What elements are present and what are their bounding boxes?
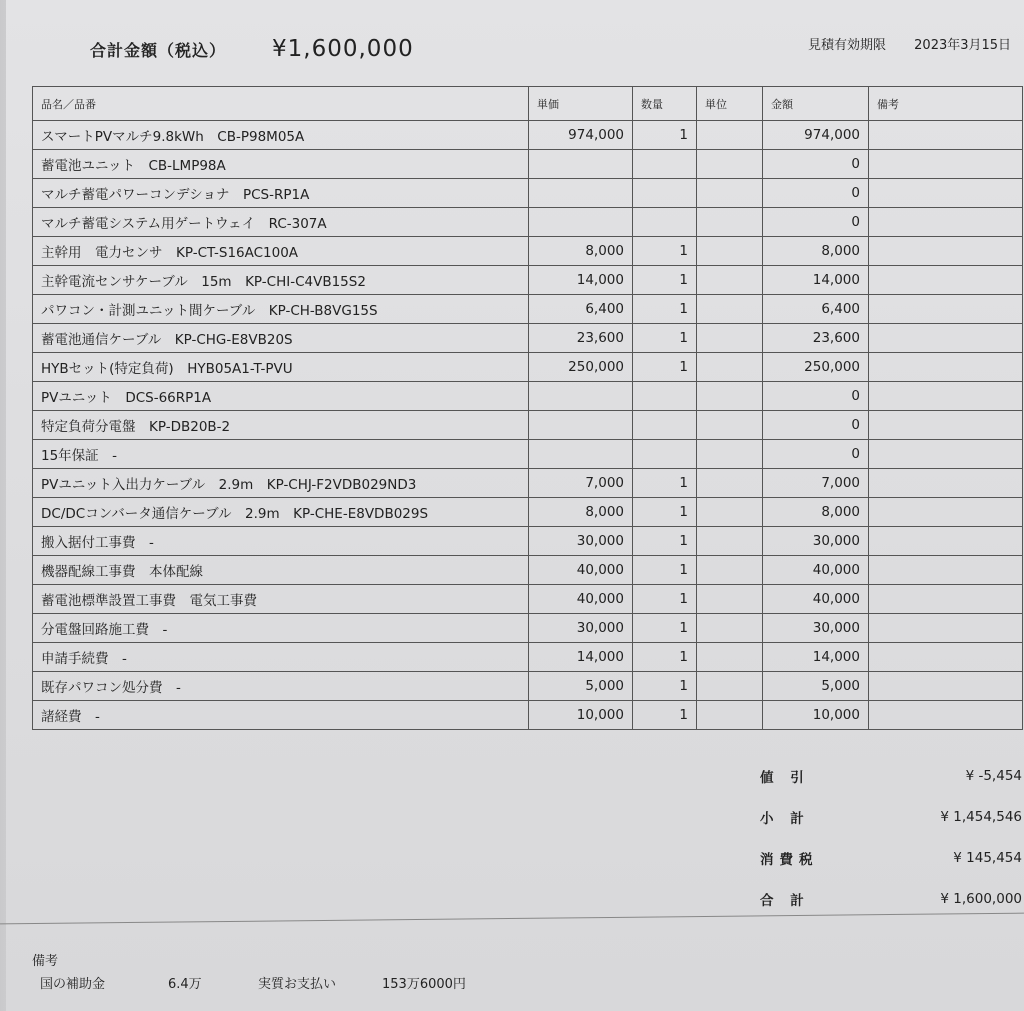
unit-price-cell: 8,000	[529, 498, 633, 527]
quantity-cell: 1	[633, 121, 697, 150]
unit-price-cell: 30,000	[529, 527, 633, 556]
table-row	[33, 614, 1023, 643]
remarks-cell	[869, 295, 1023, 324]
remarks-cell	[869, 179, 1023, 208]
remarks-cell	[869, 643, 1023, 672]
unit-cell	[697, 150, 763, 179]
amount-cell: 14,000	[763, 266, 869, 295]
column-header-unit: 単位	[697, 87, 763, 121]
summary-label: 値 引	[760, 769, 810, 786]
unit-cell	[697, 411, 763, 440]
table-row	[33, 498, 1023, 527]
item-name-cell: 特定負荷分電盤 KP-DB20B-2	[33, 411, 529, 440]
remarks-cell	[869, 469, 1023, 498]
amount-cell: 0	[763, 208, 869, 237]
remarks-cell	[869, 237, 1023, 266]
amount-cell: 250,000	[763, 353, 869, 382]
item-name-cell: HYBセット(特定負荷) HYB05A1-T-PVU	[33, 353, 529, 382]
unit-price-cell	[529, 208, 633, 237]
summary-block	[760, 755, 1022, 919]
unit-cell	[697, 121, 763, 150]
table-row	[33, 353, 1023, 382]
table-row	[33, 150, 1023, 179]
quantity-cell	[633, 150, 697, 179]
amount-cell: 974,000	[763, 121, 869, 150]
amount-cell: 0	[763, 440, 869, 469]
quantity-cell	[633, 440, 697, 469]
amount-cell: 30,000	[763, 614, 869, 643]
unit-cell	[697, 237, 763, 266]
unit-cell	[697, 701, 763, 730]
column-header-quantity: 数量	[633, 87, 697, 121]
unit-price-cell	[529, 179, 633, 208]
table-row	[33, 440, 1023, 469]
amount-cell: 8,000	[763, 498, 869, 527]
item-name-cell: 機器配線工事費 本体配線	[33, 556, 529, 585]
item-name-cell: PVユニット DCS-66RP1A	[33, 382, 529, 411]
unit-price-cell: 40,000	[529, 556, 633, 585]
unit-cell	[697, 208, 763, 237]
quantity-cell: 1	[633, 295, 697, 324]
item-name-cell: 15年保証 -	[33, 440, 529, 469]
remarks-cell	[869, 527, 1023, 556]
table-row	[33, 179, 1023, 208]
amount-cell: 8,000	[763, 237, 869, 266]
remarks-cell	[869, 498, 1023, 527]
amount-cell: 5,000	[763, 672, 869, 701]
unit-cell	[697, 295, 763, 324]
table-row	[33, 411, 1023, 440]
summary-value: ¥ 1,454,546	[940, 808, 1022, 825]
amount-cell: 0	[763, 179, 869, 208]
subsidy-value: 6.4万	[168, 977, 202, 992]
remarks-cell	[869, 266, 1023, 295]
table-body	[33, 121, 1023, 730]
summary-row-discount	[760, 755, 1022, 796]
quantity-cell: 1	[633, 498, 697, 527]
unit-price-cell	[529, 440, 633, 469]
unit-price-cell: 7,000	[529, 469, 633, 498]
table-row	[33, 701, 1023, 730]
remarks-cell	[869, 614, 1023, 643]
unit-price-cell: 6,400	[529, 295, 633, 324]
table-row	[33, 237, 1023, 266]
unit-cell	[697, 324, 763, 353]
table-header-row	[33, 87, 1023, 121]
item-name-cell: DC/DCコンバータ通信ケーブル 2.9m KP-CHE-E8VDB029S	[33, 498, 529, 527]
unit-cell	[697, 643, 763, 672]
quantity-cell: 1	[633, 353, 697, 382]
column-header-amount: 金額	[763, 87, 869, 121]
unit-price-cell: 10,000	[529, 701, 633, 730]
amount-cell: 40,000	[763, 585, 869, 614]
unit-price-cell: 8,000	[529, 237, 633, 266]
item-name-cell: 主幹用 電力センサ KP-CT-S16AC100A	[33, 237, 529, 266]
item-name-cell: 蓄電池標準設置工事費 電気工事費	[33, 585, 529, 614]
unit-cell	[697, 556, 763, 585]
remarks-cell	[869, 208, 1023, 237]
quantity-cell: 1	[633, 527, 697, 556]
quantity-cell	[633, 179, 697, 208]
amount-cell: 30,000	[763, 527, 869, 556]
total-header	[90, 36, 414, 62]
quantity-cell: 1	[633, 237, 697, 266]
amount-cell: 14,000	[763, 643, 869, 672]
item-name-cell: 蓄電池通信ケーブル KP-CHG-E8VB20S	[33, 324, 529, 353]
notes-content	[40, 973, 466, 992]
item-name-cell: 諸経費 -	[33, 701, 529, 730]
unit-price-cell: 14,000	[529, 643, 633, 672]
quantity-cell: 1	[633, 266, 697, 295]
table-row	[33, 266, 1023, 295]
summary-value: ¥ -5,454	[965, 767, 1022, 784]
amount-cell: 0	[763, 150, 869, 179]
table-row	[33, 585, 1023, 614]
total-amount-value: ¥1,600,000	[272, 36, 414, 62]
item-name-cell: スマートPVマルチ9.8kWh CB-P98M05A	[33, 121, 529, 150]
validity-period	[808, 34, 1011, 53]
item-name-cell: 主幹電流センサケーブル 15m KP-CHI-C4VB15S2	[33, 266, 529, 295]
summary-label: 消費税	[760, 851, 819, 868]
unit-cell	[697, 498, 763, 527]
unit-price-cell: 14,000	[529, 266, 633, 295]
amount-cell: 23,600	[763, 324, 869, 353]
table-row	[33, 382, 1023, 411]
quantity-cell: 1	[633, 643, 697, 672]
summary-label: 合 計	[760, 892, 810, 909]
quantity-cell: 1	[633, 469, 697, 498]
quantity-cell	[633, 382, 697, 411]
total-amount-label: 合計金額（税込）	[90, 41, 227, 60]
amount-cell: 0	[763, 382, 869, 411]
unit-price-cell	[529, 150, 633, 179]
table-row	[33, 208, 1023, 237]
actual-payment-value: 153万6000円	[382, 977, 466, 992]
remarks-cell	[869, 411, 1023, 440]
unit-cell	[697, 440, 763, 469]
item-name-cell: 申請手続費 -	[33, 643, 529, 672]
table-row	[33, 643, 1023, 672]
column-header-item: 品名／品番	[33, 87, 529, 121]
item-name-cell: 分電盤回路施工費 -	[33, 614, 529, 643]
column-header-remarks: 備考	[869, 87, 1023, 121]
summary-row-subtotal	[760, 796, 1022, 837]
unit-price-cell: 23,600	[529, 324, 633, 353]
table-row	[33, 324, 1023, 353]
table-row	[33, 672, 1023, 701]
unit-price-cell: 40,000	[529, 585, 633, 614]
quantity-cell: 1	[633, 324, 697, 353]
table-row	[33, 469, 1023, 498]
amount-cell: 6,400	[763, 295, 869, 324]
amount-cell: 7,000	[763, 469, 869, 498]
item-name-cell: 既存パワコン処分費 -	[33, 672, 529, 701]
unit-price-cell: 5,000	[529, 672, 633, 701]
column-header-unit-price: 単価	[529, 87, 633, 121]
unit-cell	[697, 266, 763, 295]
quantity-cell: 1	[633, 585, 697, 614]
remarks-cell	[869, 440, 1023, 469]
item-name-cell: PVユニット入出力ケーブル 2.9m KP-CHJ-F2VDB029ND3	[33, 469, 529, 498]
actual-payment-label: 実質お支払い	[258, 977, 337, 992]
item-name-cell: パワコン・計測ユニット間ケーブル KP-CH-B8VG15S	[33, 295, 529, 324]
unit-price-cell	[529, 411, 633, 440]
amount-cell: 0	[763, 411, 869, 440]
table-row	[33, 527, 1023, 556]
unit-cell	[697, 614, 763, 643]
table-row	[33, 121, 1023, 150]
quantity-cell	[633, 208, 697, 237]
notes-title: 備考	[32, 954, 59, 969]
validity-date: 2023年3月15日	[914, 38, 1012, 53]
line-items-table	[32, 86, 1023, 730]
remarks-cell	[869, 382, 1023, 411]
unit-price-cell: 974,000	[529, 121, 633, 150]
remarks-cell	[869, 556, 1023, 585]
amount-cell: 10,000	[763, 701, 869, 730]
table-row	[33, 556, 1023, 585]
unit-cell	[697, 469, 763, 498]
table-row	[33, 295, 1023, 324]
remarks-cell	[869, 701, 1023, 730]
summary-label: 小 計	[760, 810, 810, 827]
unit-cell	[697, 353, 763, 382]
item-name-cell: 搬入据付工事費 -	[33, 527, 529, 556]
unit-cell	[697, 672, 763, 701]
unit-cell	[697, 527, 763, 556]
quantity-cell: 1	[633, 672, 697, 701]
item-name-cell: 蓄電池ユニット CB-LMP98A	[33, 150, 529, 179]
remarks-cell	[869, 324, 1023, 353]
quantity-cell: 1	[633, 614, 697, 643]
item-name-cell: マルチ蓄電システム用ゲートウェイ RC-307A	[33, 208, 529, 237]
item-name-cell: マルチ蓄電パワーコンデショナ PCS-RP1A	[33, 179, 529, 208]
unit-cell	[697, 179, 763, 208]
validity-label: 見積有効期限	[808, 38, 887, 53]
unit-price-cell: 250,000	[529, 353, 633, 382]
quantity-cell	[633, 411, 697, 440]
summary-row-tax	[760, 837, 1022, 878]
remarks-cell	[869, 353, 1023, 382]
unit-price-cell: 30,000	[529, 614, 633, 643]
subsidy-label: 国の補助金	[40, 977, 106, 992]
unit-price-cell	[529, 382, 633, 411]
quantity-cell: 1	[633, 701, 697, 730]
remarks-cell	[869, 150, 1023, 179]
quantity-cell: 1	[633, 556, 697, 585]
remarks-cell	[869, 121, 1023, 150]
unit-cell	[697, 585, 763, 614]
unit-cell	[697, 382, 763, 411]
summary-value: ¥ 145,454	[953, 849, 1022, 866]
amount-cell: 40,000	[763, 556, 869, 585]
remarks-cell	[869, 672, 1023, 701]
summary-value: ¥ 1,600,000	[940, 890, 1022, 907]
remarks-cell	[869, 585, 1023, 614]
